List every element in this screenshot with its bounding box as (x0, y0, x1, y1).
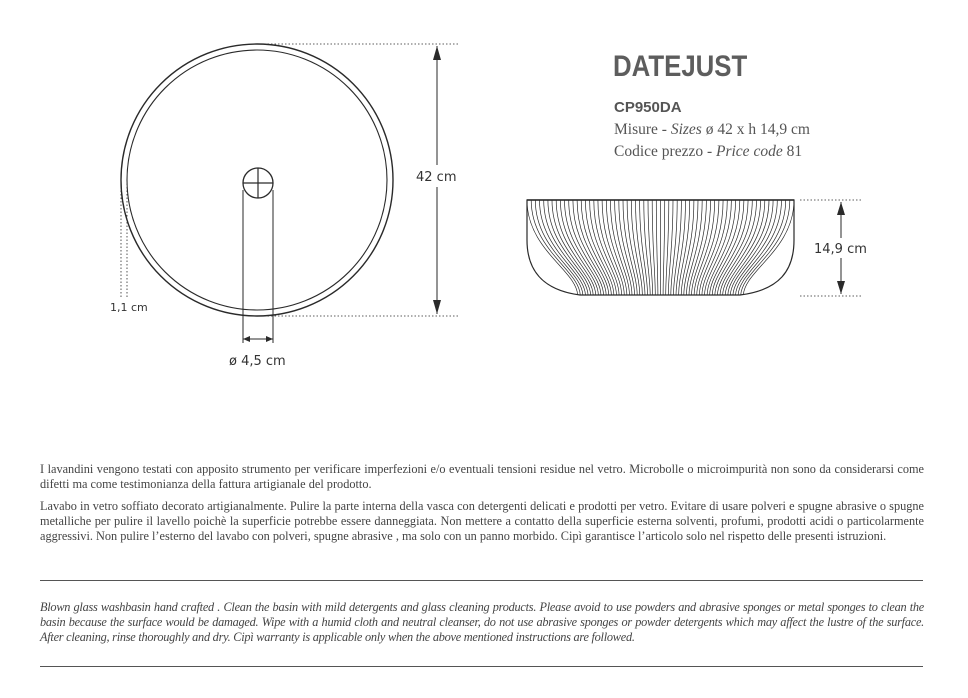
care-instructions-it: Lavabo in vetro soffiato decorato artigianalmente. Pulire la parte interna della vasca con detergenti delicati e prodotti per vetro. Evitare di usare polveri e spugne abrasive o spugne metalliche per pulire il lavello poichè la superficie potrebbe essere danneggiata. Non mettere a contatto della superficie esterna solventi, profumi, prodotti acidi o particolarmente aggressivi. Non pulire l’esterno del lavabo con polveri, spugne abrasive , ma solo con un panno morbido. Cipì garantisce l’articolo solo nel rispetto delle presenti istruzioni. (40, 499, 924, 543)
price-label-en: Price code (716, 143, 783, 160)
flute-line (656, 200, 658, 296)
flute-line (619, 200, 635, 296)
care-instructions-en: Blown glass washbasin hand crafted . Clean the basin with mild detergents and glass cleaning products. Please avoid to use powders and abrasive sponges or metal sponges to clean the basin because the surface would be damaged. Wipe with a humid cloth and neutral cleanser, do not use abrasive sponges or powder detergents which may affect the lustre of the surface. After cleaning, rinse thoroughly and dry. Cipì warranty is applicable only when the above mentioned instructions are followed. (40, 600, 924, 644)
product-code: CP950DA (614, 99, 682, 116)
flute-line (725, 200, 765, 296)
divider (40, 666, 923, 667)
divider (40, 580, 923, 581)
sizes-line (614, 121, 810, 139)
price-line (614, 143, 802, 161)
flute-line (556, 200, 596, 296)
sizes-label-it: Misure - (614, 121, 671, 138)
price-label-it: Codice prezzo - (614, 143, 716, 160)
thickness-label: 1,1 cm (110, 301, 148, 314)
flute-line (540, 200, 586, 296)
flute-line (663, 200, 665, 296)
flute-line (736, 200, 782, 296)
top-view (121, 44, 458, 343)
flute-line (676, 200, 686, 296)
sizes-label-en: Sizes (670, 121, 702, 138)
side-view (527, 200, 862, 296)
sizes-value: ø 42 x h 14,9 cm (701, 121, 810, 138)
price-value: 81 (782, 143, 803, 160)
flute-line (636, 200, 646, 296)
flute-line (681, 200, 694, 296)
diameter-label: 42 cm (416, 170, 457, 185)
basin-inner-rim (127, 50, 387, 310)
flute-line (652, 200, 655, 296)
height-label: 14,9 cm (814, 242, 867, 257)
testing-note: I lavandini vengono testati con apposito strumento per verificare imperfezioni e/o eventuali tensioni residue nel vetro. Microbolle o microimpurità non sono da considerarsi come difetti ma come testimonianza della fattura artigianale del prodotto. (40, 462, 924, 491)
basin-outer-rim (121, 44, 393, 316)
product-title: DATEJUST (613, 50, 748, 83)
drain-label: ø 4,5 cm (229, 354, 286, 369)
flute-line (666, 200, 669, 296)
flute-line (686, 200, 702, 296)
flute-line (627, 200, 640, 296)
